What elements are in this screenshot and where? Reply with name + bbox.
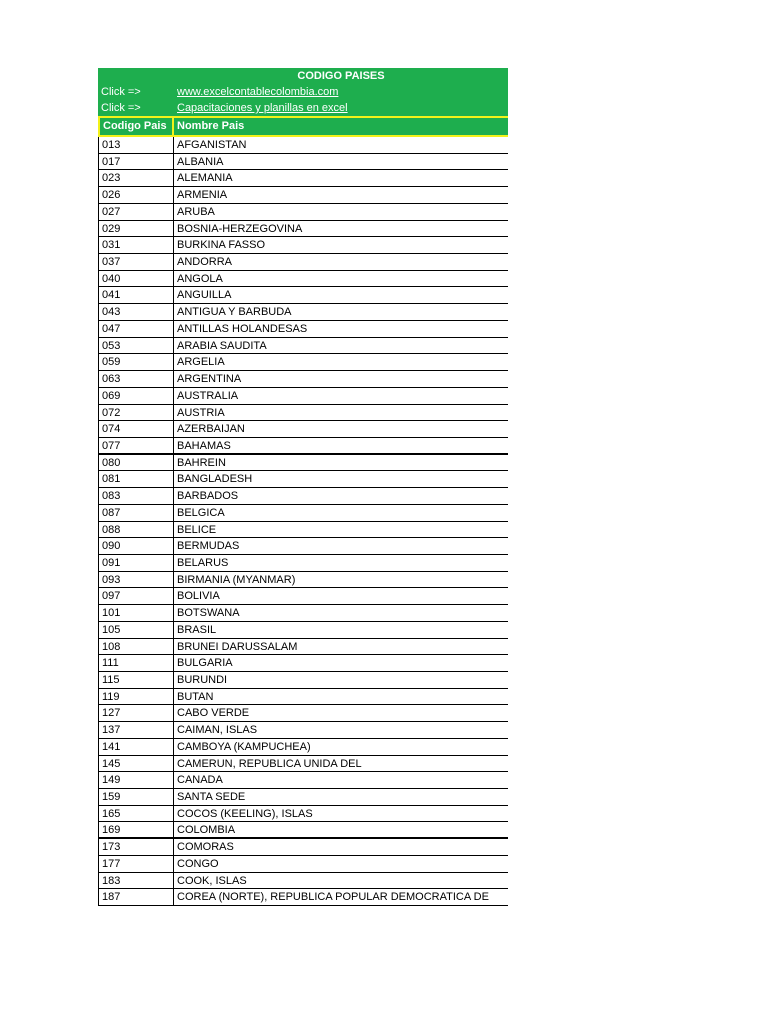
country-code-cell: 101: [98, 605, 174, 621]
country-name-cell: ANGUILLA: [177, 289, 232, 302]
country-code-cell: 159: [98, 789, 174, 805]
table-row: [98, 572, 508, 589]
country-code-cell: 183: [98, 873, 174, 889]
country-name-cell: BOLIVIA: [177, 590, 220, 603]
country-code-cell: 177: [98, 856, 174, 872]
country-code-cell: 093: [98, 572, 174, 588]
click-label: Click =>: [101, 86, 141, 98]
country-name-cell: CONGO: [177, 857, 219, 870]
country-name-cell: BRUNEI DARUSSALAM: [177, 640, 298, 653]
country-code-cell: 074: [98, 421, 174, 437]
table-row: [98, 287, 508, 304]
country-code-sheet: [98, 68, 508, 906]
table-row: [98, 522, 508, 539]
country-name-cell: ANTIGUA Y BARBUDA: [177, 306, 292, 319]
table-row: [98, 705, 508, 722]
country-name-cell: BURUNDI: [177, 674, 228, 686]
table-row: [98, 655, 508, 672]
country-name-cell: AUSTRALIA: [177, 389, 239, 402]
country-name-cell: ANGOLA: [177, 272, 223, 285]
country-name-cell: BULGARIA: [177, 657, 233, 670]
country-code-cell: 026: [98, 187, 174, 203]
table-row: [98, 354, 508, 371]
country-code-cell: 108: [98, 639, 174, 655]
country-name-cell: ALBANIA: [177, 155, 224, 168]
table-row: [98, 187, 508, 204]
country-code-cell: 059: [98, 354, 174, 370]
table-row: [98, 388, 508, 405]
country-code-cell: 105: [98, 622, 174, 638]
table-row: [98, 622, 508, 639]
table-row: [98, 555, 508, 572]
table-row: [98, 505, 508, 522]
table-row: [98, 271, 508, 288]
table-row: [98, 421, 508, 438]
country-name-cell: COOK, ISLAS: [177, 874, 247, 887]
table-row: [98, 304, 508, 321]
country-name-cell: AFGANISTAN: [177, 139, 247, 151]
country-code-cell: 053: [98, 338, 174, 354]
country-code-cell: 173: [98, 839, 174, 855]
table-row: [98, 471, 508, 488]
sheet-header: [98, 68, 508, 116]
country-code-cell: 119: [98, 689, 174, 705]
table-row: [98, 689, 508, 706]
click-label: Click =>: [101, 102, 141, 114]
country-code-cell: 137: [98, 722, 174, 738]
country-code-cell: 027: [98, 204, 174, 220]
country-name-cell: BELICE: [177, 523, 217, 536]
table-row: [98, 137, 508, 154]
table-row: [98, 438, 508, 455]
country-code-cell: 013: [98, 137, 174, 153]
link-row: [98, 100, 508, 116]
column-header-name: Nombre Pais: [177, 120, 245, 132]
table-row: [98, 822, 508, 839]
country-code-cell: 127: [98, 705, 174, 721]
country-code-cell: 037: [98, 254, 174, 270]
country-name-cell: CABO VERDE: [177, 707, 250, 720]
table-row: [98, 722, 508, 739]
country-name-cell: BELGICA: [177, 506, 225, 519]
country-code-cell: 090: [98, 538, 174, 554]
country-code-cell: 141: [98, 739, 174, 755]
country-code-cell: 063: [98, 371, 174, 387]
country-code-cell: 081: [98, 471, 174, 487]
country-code-cell: 111: [98, 655, 174, 671]
country-name-cell: ANDORRA: [177, 256, 233, 269]
country-name-cell: BANGLADESH: [177, 473, 253, 486]
table-row: [98, 371, 508, 388]
table-row: [98, 756, 508, 773]
country-name-cell: BAHREIN: [177, 456, 226, 469]
country-name-cell: BERMUDAS: [177, 540, 240, 553]
country-code-cell: 165: [98, 806, 174, 822]
column-header-code: Codigo Pais: [98, 118, 174, 135]
table-row: [98, 639, 508, 656]
country-name-cell: ANTILLAS HOLANDESAS: [177, 322, 308, 335]
country-code-cell: 097: [98, 588, 174, 604]
table-row: [98, 605, 508, 622]
country-name-cell: BRASIL: [177, 623, 217, 636]
website-link[interactable]: www.excelcontablecolombia.com: [177, 86, 339, 98]
table-row: [98, 237, 508, 254]
table-row: [98, 873, 508, 890]
country-name-cell: BARBADOS: [177, 490, 239, 503]
country-code-cell: 149: [98, 772, 174, 788]
link-row: [98, 84, 508, 100]
table-row: [98, 889, 508, 906]
country-name-cell: BIRMANIA (MYANMAR): [177, 573, 296, 586]
table-row: [98, 321, 508, 338]
country-code-cell: 091: [98, 555, 174, 571]
country-code-cell: 169: [98, 822, 174, 837]
table-row: [98, 221, 508, 238]
country-code-cell: 040: [98, 271, 174, 287]
country-code-cell: 083: [98, 488, 174, 504]
country-name-cell: ALEMANIA: [177, 172, 233, 185]
country-code-cell: 023: [98, 170, 174, 186]
country-code-cell: 072: [98, 405, 174, 421]
country-code-cell: 041: [98, 287, 174, 303]
table-row: [98, 806, 508, 823]
country-name-cell: ARMENIA: [177, 189, 228, 202]
country-code-cell: 017: [98, 154, 174, 170]
country-name-cell: AUSTRIA: [177, 406, 225, 419]
country-code-cell: 087: [98, 505, 174, 521]
country-code-cell: 031: [98, 237, 174, 253]
country-name-cell: AZERBAIJAN: [177, 423, 245, 436]
country-name-cell: COMORAS: [177, 841, 234, 854]
country-code-cell: 069: [98, 388, 174, 404]
table-row: [98, 254, 508, 271]
table-row: [98, 338, 508, 355]
country-name-cell: ARGENTINA: [177, 373, 242, 386]
country-name-cell: CAIMAN, ISLAS: [177, 724, 258, 737]
country-code-cell: 047: [98, 321, 174, 337]
country-name-cell: BOSNIA-HERZEGOVINA: [177, 222, 303, 235]
table-row: [98, 170, 508, 187]
table-row: [98, 739, 508, 756]
table-row: [98, 154, 508, 171]
table-row: [98, 772, 508, 789]
country-name-cell: SANTA SEDE: [177, 791, 246, 804]
country-code-cell: 043: [98, 304, 174, 320]
table-row: [98, 789, 508, 806]
table-row: [98, 204, 508, 221]
country-name-cell: BOTSWANA: [177, 607, 240, 620]
sheet-title: CODIGO PAISES: [297, 70, 385, 82]
table-row: [98, 588, 508, 605]
table-row: [98, 538, 508, 555]
table-row: [98, 839, 508, 856]
country-name-cell: CAMERUN, REPUBLICA UNIDA DEL: [177, 757, 362, 770]
country-code-cell: 029: [98, 221, 174, 237]
table-row: [98, 405, 508, 422]
country-code-cell: 088: [98, 522, 174, 538]
country-name-cell: COCOS (KEELING), ISLAS: [177, 807, 313, 820]
country-code-cell: 080: [98, 455, 174, 471]
table-row: [98, 488, 508, 505]
country-code-cell: 077: [98, 438, 174, 453]
country-name-cell: BAHAMAS: [177, 439, 231, 452]
country-code-cell: 187: [98, 889, 174, 905]
country-name-cell: ARABIA SAUDITA: [177, 339, 267, 352]
country-name-cell: BURKINA FASSO: [177, 239, 266, 252]
column-headers: [98, 116, 508, 137]
country-code-cell: 115: [98, 672, 174, 688]
table-row: [98, 672, 508, 689]
training-link[interactable]: Capacitaciones y planillas en excel: [177, 102, 348, 114]
country-code-cell: 145: [98, 756, 174, 772]
country-name-cell: BUTAN: [177, 690, 214, 703]
country-name-cell: CANADA: [177, 774, 223, 787]
table-row: [98, 455, 508, 472]
country-table-body: [98, 137, 508, 906]
country-name-cell: ARGELIA: [177, 356, 225, 369]
table-row: [98, 856, 508, 873]
country-name-cell: ARUBA: [177, 205, 215, 218]
country-name-cell: COREA (NORTE), REPUBLICA POPULAR DEMOCRATICA DE: [177, 891, 489, 904]
country-name-cell: CAMBOYA (KAMPUCHEA): [177, 740, 311, 753]
country-name-cell: COLOMBIA: [177, 824, 236, 837]
country-name-cell: BELARUS: [177, 556, 229, 569]
